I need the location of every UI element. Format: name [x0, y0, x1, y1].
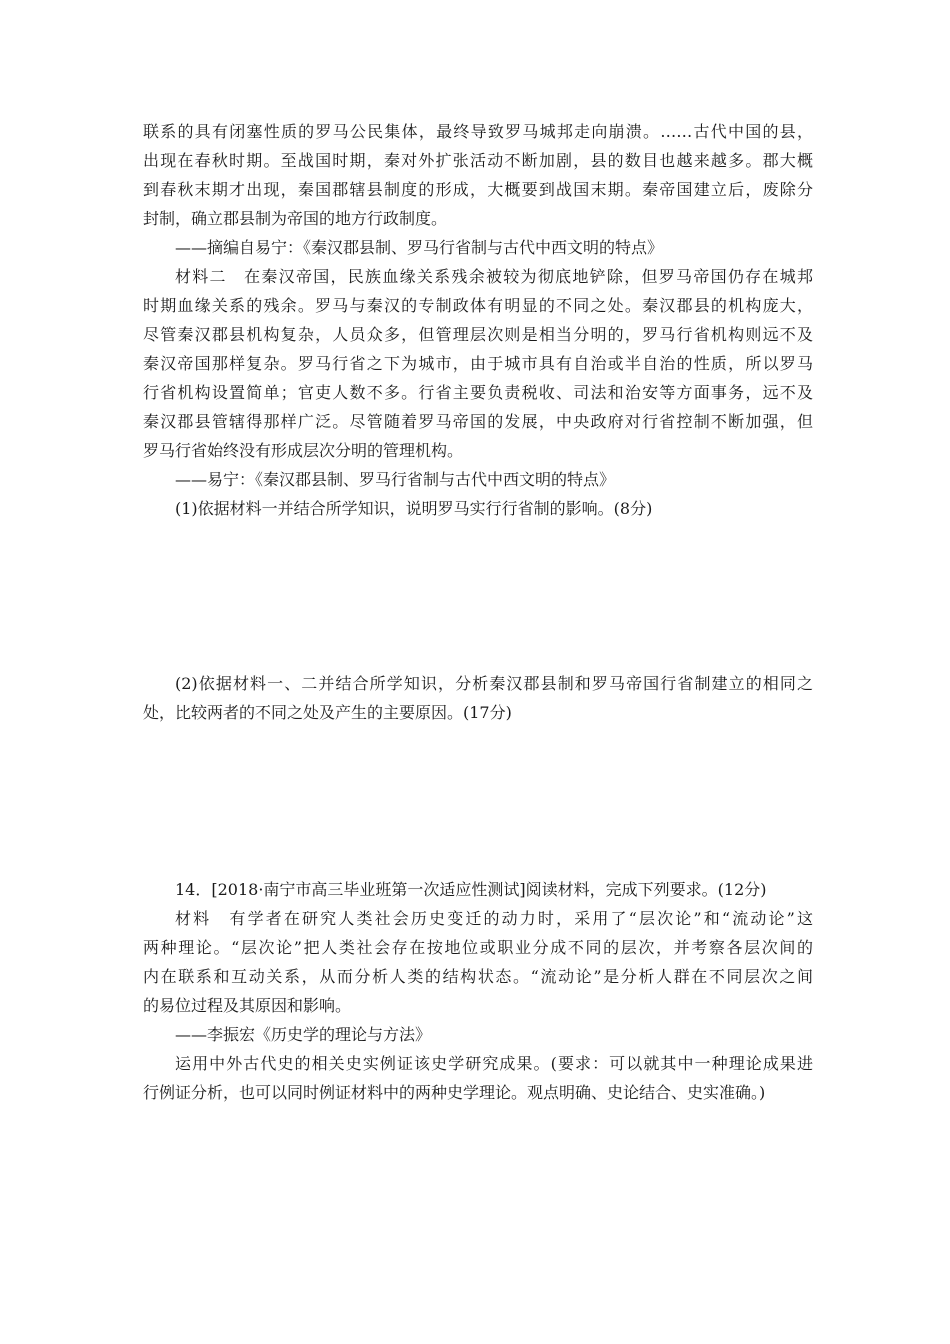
material2-line: 尽管秦汉郡县机构复杂，人员众多，但管理层次则是相当分明的，罗马行省机构则远不及 [143, 325, 813, 344]
material2-line: 罗马行省始终没有形成层次分明的管理机构。 [143, 441, 464, 460]
question-14-task-line: 行例证分析，也可以同时例证材料中的两种史学理论。观点明确、史论结合、史实准确。) [143, 1083, 766, 1102]
question-2-line: 处，比较两者的不同之处及产生的主要原因。(17分) [143, 703, 512, 722]
material2-line: 材料二 在秦汉帝国，民族血缘关系残余被较为彻底地铲除，但罗马帝国仍存在城邦 [175, 267, 813, 286]
material1-line: 出现在春秋时期。至战国时期，秦对外扩张活动不断加剧，县的数目也越来越多。郡大概 [143, 151, 813, 170]
question-14-source: ——李振宏《历史学的理论与方法》 [175, 1025, 432, 1044]
question-14-material-line: 内在联系和互动关系，从而分析人类的结构状态。“流动论”是分析人群在不同层次之间 [143, 967, 813, 986]
material2-line: 秦汉帝国那样复杂。罗马行省之下为城市，由于城市具有自治或半自治的性质，所以罗马 [143, 354, 813, 373]
material2-line: 秦汉郡县管辖得那样广泛。尽管随着罗马帝国的发展，中央政府对行省控制不断加强，但 [143, 412, 813, 431]
question-14-material-line: 的易位过程及其原因和影响。 [143, 996, 352, 1015]
material2-source: ——易宁：《秦汉郡县制、罗马行省制与古代中西文明的特点》 [175, 470, 616, 489]
material2-line: 行省机构设置简单；官吏人数不多。行省主要负责税收、司法和治安等方面事务，远不及 [143, 383, 813, 402]
material1-line: 封制，确立郡县制为帝国的地方行政制度。 [143, 209, 448, 228]
question-14-material-line: 材料 有学者在研究人类社会历史变迁的动力时，采用了“层次论”和“流动论”这 [175, 909, 813, 928]
question-14-header: 14．[2018·南宁市高三毕业班第一次适应性测试]阅读材料，完成下列要求。(12分) [175, 880, 767, 899]
question-1: (1)依据材料一并结合所学知识，说明罗马实行行省制的影响。(8分) [175, 499, 653, 518]
material2-line: 时期血缘关系的残余。罗马与秦汉的专制政体有明显的不同之处。秦汉郡县的机构庞大， [143, 296, 813, 315]
question-14-material-line: 两种理论。“层次论”把人类社会存在按地位或职业分成不同的层次，并考察各层次间的 [143, 938, 813, 957]
question-14-task-line: 运用中外古代史的相关史实例证该史学研究成果。(要求：可以就其中一种理论成果进 [175, 1054, 813, 1073]
material1-line: 联系的具有闭塞性质的罗马公民集体，最终导致罗马城邦走向崩溃。……古代中国的县， [143, 122, 813, 141]
material1-source: ——摘编自易宁：《秦汉郡县制、罗马行省制与古代中西文明的特点》 [175, 238, 664, 257]
question-2-line: (2)依据材料一、二并结合所学知识，分析秦汉郡县制和罗马帝国行省制建立的相同之 [175, 674, 813, 693]
material1-line: 到春秋末期才出现，秦国郡辖县制度的形成，大概要到战国末期。秦帝国建立后，废除分 [143, 180, 813, 199]
